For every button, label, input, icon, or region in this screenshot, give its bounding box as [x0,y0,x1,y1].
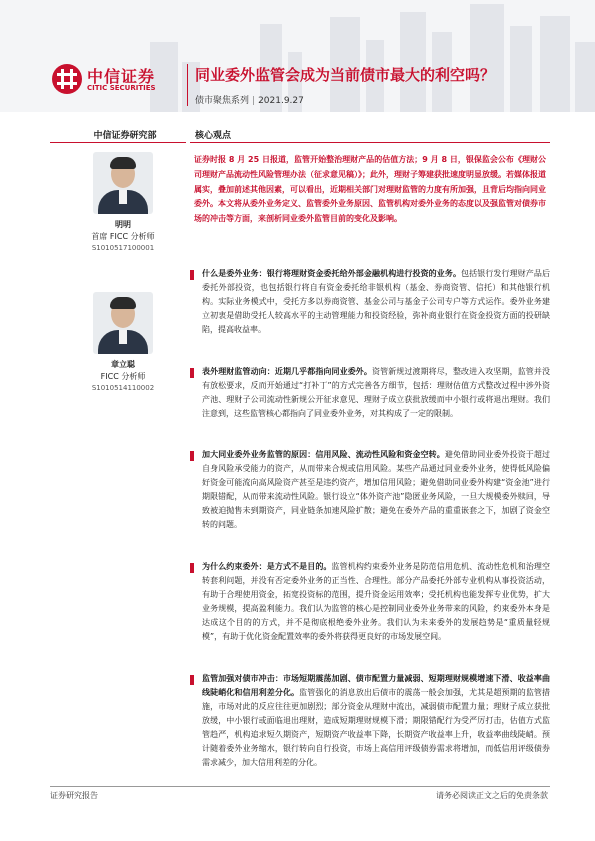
bullet-body: 监管强化的消息放出后债市的震荡一般会加强，尤其是超预期的监管措施，市场对此的反应往往更加剧烈；部分资金从理财中流出，减弱债市配置力量；理财子成立获批放缓，中小银行或面临退出理财，造成短期理财规模下滑；期限错配行为受严厉打击，估值方式监管趋严，机构追求短久期资产，短期资产收益率下降，长期资产收益率上升，收益率曲线陡峭。预计随着委外业务缩水，银行转向自行投资，市场上高信用评级债券需求将增加，而低信用评级债券需求减少，加大信用利差的分化。 [202,688,551,767]
bullet-lead: 表外理财监管动向：近期几乎都指向同业委外。 [202,367,372,376]
brand-name-en: CITIC SECURITIES [87,84,156,92]
bullet-lead: 为什么约束委外：是方式不是目的。 [202,562,332,571]
analyst-cert: S1010517100001 [91,244,155,252]
citic-logo-icon [52,64,82,94]
report-series: 债市聚焦系列 [195,96,250,106]
bullet-marker [190,451,194,461]
sidebar-rule [50,142,186,143]
bullet-marker [190,368,194,378]
bullet-body: 包括银行发行理财产品后委托外部投资，也包括银行将自有资金委托给非银机构（基金、券商资管、信托）和其他银行机构。实际业务模式中，受托方多以券商资管、基金公司与基金子公司专户等方式运作。委外业务建立初衷是借助受托人较高水平的主动管理能力和投资经验，弥补商业银行在资金投资方面的投研缺陷，提高收益率。 [202,269,550,334]
bullet-body: 避免借助同业委外投资于超过自身风险承受能力的资产，从而带来合规或信用风险。某些产品通过同业委外业务，使得低风险偏好资金可能流向高风险资产甚至是违约资产，增加信用风险；避免借助同业委外构建“资金池”进行期限错配，从而带来流动性风险。银行设立“体外资产池”隐匿业务风险，一旦大规模委外赎回，导致被迫抛售未到期资产，同业链条加速风险扩散；避免在委外产品的重重嵌套之下，加剧了资金空转的问题。 [202,450,551,529]
bullet-body: 资管新规过渡期将尽，整改进入攻坚期，监管并没有放松要求，反而开始通过“打补丁”的方式完善各方细节，包括：理财估值方式整改过程中涉外资产池、理财子公司流动性新规公开征求意见、理财子成立获批放缓而中小银行或将退出理财。我们注意到，这些监管核心都指向了同业委外业务，对其构成了一定的限制。 [202,367,550,418]
footer-label: 证券研究报告 [50,791,98,800]
bullet-marker [190,675,194,685]
report-subtitle [195,93,304,106]
analyst-name: 章立聪 [111,360,135,369]
analyst-card [60,219,186,254]
list-item [190,560,550,644]
header-divider [187,64,188,106]
bullet-marker [190,563,194,573]
list-item [190,365,550,421]
subtitle-separator: | [252,96,256,106]
key-summary: 证券时报 8 月 25 日报道，监管开始整治理财产品的估值方法；9 月 8 日，银保监会公布《理财公司理财产品流动性风险管理办法（征求意见稿）》；此外，理财子筹建获批速度明显放缓。若媒体报道属实，叠加前述其他因素，可以看出，近期相关部门对理财监管的力度有所加强，且背后均指向同业委外。本文将从委外业务定义、监管委外业务原因、监管机构对委外业务的态度以及强监管对债券市场的冲击等方面，来剖析同业委外监管目前的变化及影响。 [194,155,546,224]
bullet-lead: 监管加强对债市冲击：市场短期震荡加剧、债市配置力量减弱、短期理财规模增速下滑、收益率曲线陡峭化和信用利差分化。 [202,674,550,697]
list-item [190,267,550,337]
bullet-lead: 什么是委外业务：银行将理财资金委托给外部金融机构进行投资的业务。 [202,269,462,278]
list-item [190,448,550,532]
section-title: 核心观点 [195,131,232,141]
analyst-role: 首席 FICC 分析师 [91,232,155,241]
report-title: 同业委外监管会成为当前债市最大的利空吗？ [195,66,496,84]
brand-name-cn: 中信证券 [87,67,156,86]
brand-logo [52,64,188,94]
analyst-photo-icon [93,152,153,214]
analyst-card [60,359,186,394]
analyst-cert: S1010514110002 [91,384,155,392]
bullet-marker [190,270,194,280]
analyst-photo-icon [93,292,153,354]
analyst-role: FICC 分析师 [100,372,146,381]
report-date: 2021.9.27 [258,96,304,106]
list-item [190,672,550,770]
bullet-body: 监管机构约束委外业务是防范信用危机、流动性危机和治理空转套利问题，并没有否定委外业务的正当性、合理性。部分产品委托外部专业机构从事投资活动，有助于合理使用资金，拓宽投资标的范围，提升资金运用效率；受托机构也能发挥专业优势，扩大业务规模，提高盈利能力。我们认为监管的核心是控制同业委外业务带来的风险，约束委外本身是达成这个目的的方式，并不是彻底根绝委外业务。我们认为未来委外的发展趋势是“重质量轻规模”，有助于优化资金配置效率的委外将获得更良好的市场发展空间。 [202,562,551,641]
footer-rule [50,786,550,787]
section-rule [190,142,550,143]
bullet-lead: 加大同业委外业务监管的原因：信用风险、流动性风险和资金空转。 [202,450,445,459]
footer-disclaimer: 请务必阅读正文之后的免责条款 [436,791,548,800]
analyst-name: 明明 [115,220,131,229]
sidebar-dept-label: 中信证券研究部 [93,131,157,141]
